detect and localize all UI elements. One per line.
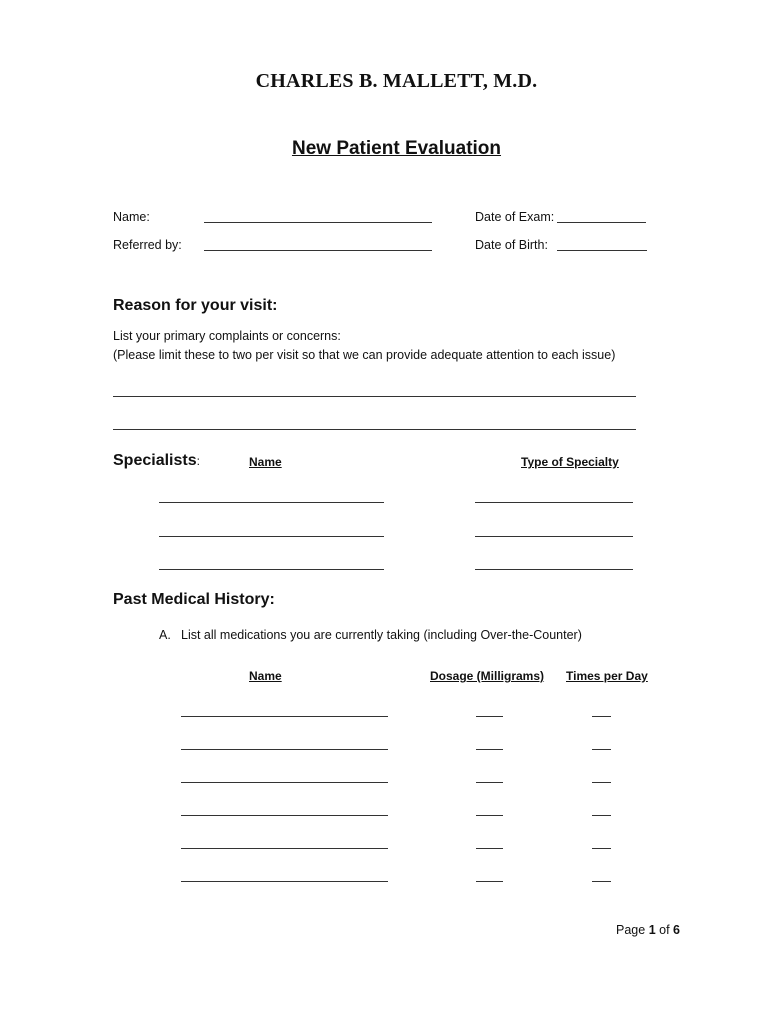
history-heading: Past Medical History:	[113, 591, 275, 608]
medication-name-line-2[interactable]	[181, 749, 388, 750]
page-total: 6	[673, 923, 680, 937]
doctor-name: CHARLES B. MALLETT, M.D.	[255, 70, 538, 92]
specialist-name-line-1[interactable]	[159, 502, 384, 503]
times-line-2[interactable]	[592, 749, 611, 750]
name-field[interactable]	[204, 222, 432, 223]
dosage-line-4[interactable]	[476, 815, 503, 816]
name-label: Name:	[113, 210, 150, 224]
dosage-line-2[interactable]	[476, 749, 503, 750]
history-item-marker: A.	[159, 628, 171, 642]
times-per-day-header: Times per Day	[566, 669, 648, 683]
birth-date-field[interactable]	[557, 250, 647, 251]
medication-name-line-5[interactable]	[181, 848, 388, 849]
times-line-6[interactable]	[592, 881, 611, 882]
history-item-text: List all medications you are currently taking (including Over-the-Counter)	[181, 628, 582, 642]
times-line-1[interactable]	[592, 716, 611, 717]
dosage-line-3[interactable]	[476, 782, 503, 783]
dosage-line-1[interactable]	[476, 716, 503, 717]
medication-name-header: Name	[249, 669, 282, 683]
specialist-name-line-2[interactable]	[159, 536, 384, 537]
birth-date-label: Date of Birth:	[475, 238, 548, 252]
of-word: of	[659, 923, 670, 937]
specialty-type-line-1[interactable]	[475, 502, 633, 503]
specialty-type-header: Type of Specialty	[521, 455, 619, 469]
dosage-header: Dosage (Milligrams)	[430, 669, 545, 683]
specialist-name-header: Name	[249, 455, 282, 469]
specialists-heading	[113, 452, 200, 470]
specialty-type-line-2[interactable]	[475, 536, 633, 537]
complaint-line-2[interactable]	[113, 429, 636, 430]
exam-date-field[interactable]	[557, 222, 646, 223]
exam-date-label: Date of Exam:	[475, 210, 555, 224]
form-title: New Patient Evaluation	[291, 138, 502, 159]
reason-heading: Reason for your visit:	[113, 297, 278, 314]
specialist-name-line-3[interactable]	[159, 569, 384, 570]
times-line-3[interactable]	[592, 782, 611, 783]
page-number	[616, 923, 680, 937]
specialists-colon: :	[196, 454, 200, 468]
times-line-5[interactable]	[592, 848, 611, 849]
reason-instruction: List your primary complaints or concerns:	[113, 329, 341, 343]
referred-label: Referred by:	[113, 238, 182, 252]
specialty-type-line-3[interactable]	[475, 569, 633, 570]
times-line-4[interactable]	[592, 815, 611, 816]
specialists-heading-text: Specialists	[113, 452, 197, 469]
medication-name-line-3[interactable]	[181, 782, 388, 783]
complaint-line-1[interactable]	[113, 396, 636, 397]
page-current: 1	[648, 923, 656, 937]
medication-name-line-1[interactable]	[181, 716, 388, 717]
medication-name-line-6[interactable]	[181, 881, 388, 882]
referred-field[interactable]	[204, 250, 432, 251]
dosage-line-5[interactable]	[476, 848, 503, 849]
dosage-line-6[interactable]	[476, 881, 503, 882]
medication-name-line-4[interactable]	[181, 815, 388, 816]
page-word: Page	[616, 923, 646, 937]
reason-note: (Please limit these to two per visit so that we can provide adequate attention to each issue)	[113, 348, 616, 362]
